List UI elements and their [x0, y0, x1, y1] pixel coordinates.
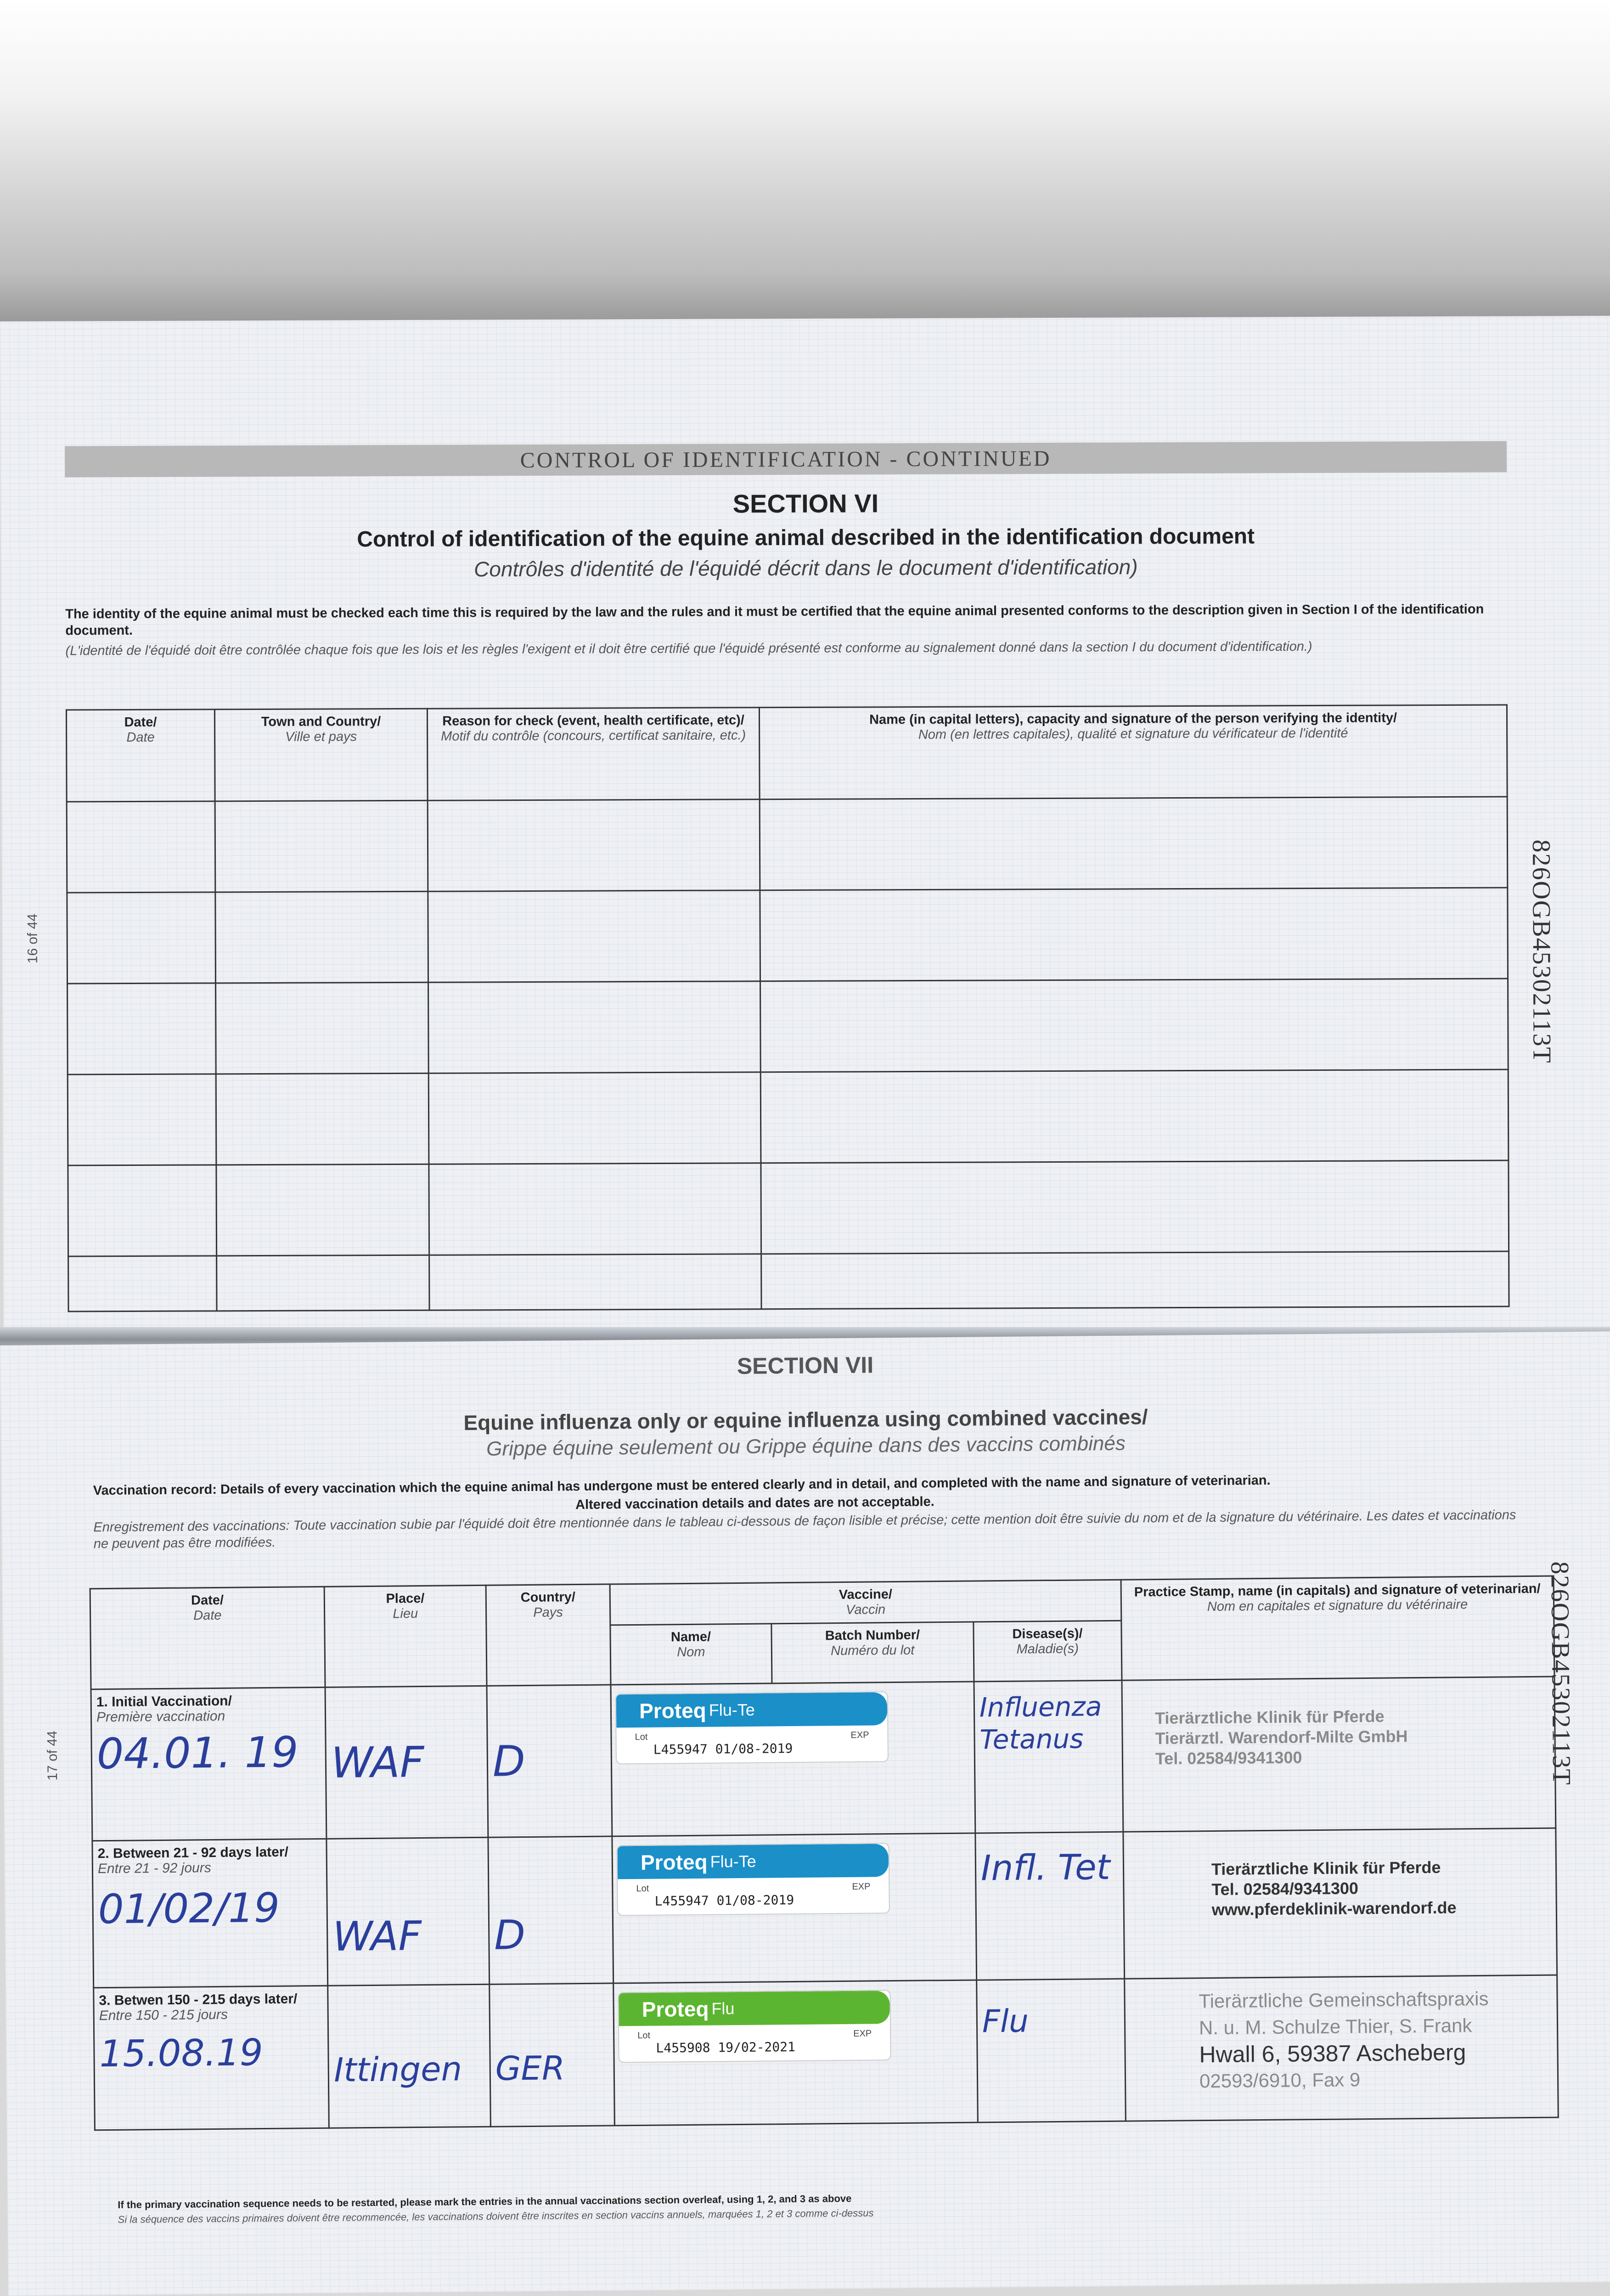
table-row [94, 1975, 1559, 2130]
vaccine-sticker: Proteq Flu-Te Lot EXP L455947 01/08-2019 [616, 1692, 888, 1763]
vaccination-date-cell [91, 1687, 327, 1840]
row-label: 3. Betwen 150 - 215 days later/ Entre 150 - 215 jours [99, 1991, 298, 2024]
vaccine-sticker: Proteq Flu-Te Lot EXP L455947 01/08-2019 [618, 1844, 889, 1915]
scan-shadow [0, 0, 1610, 321]
handwritten-date: 04.01. 19 [96, 1728, 299, 1779]
footnote-en: If the primary vaccination sequence needs to be restarted, please mark the entries in the annual vaccinations section overleaf, using 1, 2, and 3 as above [118, 2192, 852, 2211]
vet-stamp-cell [1125, 1975, 1559, 2121]
vet-stamp-cell [1122, 1677, 1556, 1832]
table-row [68, 979, 1509, 1075]
handwritten-country: GER [495, 2048, 565, 2088]
passport-id-side: 826OGB45302113T [1526, 839, 1556, 1064]
intro-text-en: The identity of the equine animal must be checked each time this is required by the law and the rules and it must be certified that the equine animal presented conforms to the description given in Section I of the identification document. [65, 602, 1484, 638]
table-row [92, 1828, 1557, 1988]
passport-id-side: 826OGB45302113T [1545, 1561, 1576, 1786]
sticker-band: Proteq Flu-Te [618, 1844, 889, 1879]
vet-stamp: Tierärztliche Klinik für Pferde Tierärztl. Warendorf-Milte GmbH Tel. 02584/9341300 [1154, 1706, 1408, 1768]
footnote-fr: Si la séquence des vaccins primaires doivent être recommencée, les vaccinations doivent être inscrites en section vaccins annuels, marquées 1, 2 et 3 comme ci-dessus [118, 2207, 874, 2225]
section-title: SECTION VI [732, 489, 879, 518]
table-row [67, 888, 1508, 984]
table-row [68, 1251, 1509, 1311]
table-row [91, 1677, 1556, 1841]
col-verifier-header: Name (in capital letters), capacity and signature of the person verifying the identity/ Nom (en lettres capitales), qualité et signature du vérificateur de l'identité [759, 705, 1507, 799]
passport-page-17 [0, 1331, 1610, 2296]
handwritten-country: D [492, 1737, 526, 1786]
page-number: 17 of 44 [45, 1730, 61, 1781]
vaccination-record-fr: Enregistrement des vaccinations: Toute vaccination subie par l'équidé doit être mentionnée dans le tableau ci-dessous de façon lisible et précise; cette mention doit être suivie du nom et de la signature du vétérinaire. Les dates et vaccinations ne peuvent pas être modifiées. [93, 1508, 1516, 1552]
col-reason-header: Reason for check (event, health certificate, etc)/ Motif du contrôle (concours, certificat sanitaire, etc.) [427, 708, 760, 801]
batch-number: L455947 01/08-2019 [653, 1740, 793, 1757]
table-row [68, 1160, 1509, 1256]
section-title: SECTION VII [737, 1352, 874, 1379]
sticker-band: Proteq Flu [619, 1991, 890, 2026]
page-number: 16 of 44 [25, 913, 40, 964]
handwritten-date: 01/02/19 [98, 1884, 280, 1933]
handwritten-country: D [494, 1911, 526, 1959]
section-heading-fr: Contrôles d'identité de l'équidé décrit dans le document d'identification) [474, 555, 1138, 581]
intro-text-fr: (L'identité de l'équidé doit être contrôlée chaque fois que les lois et les règles l'exigent et il doit être certifié que l'équidé présenté est conforme au signalement donné dans la section I du document d'identification.) [65, 639, 1312, 658]
vaccination-date-cell [94, 1986, 329, 2130]
handwritten-place: WAF [331, 1737, 424, 1788]
handwritten-date: 15.08.19 [99, 2031, 264, 2076]
col-stamp-header: Practice Stamp, name (in capitals) and signature of veterinarian/ Nom en capitales et signature du vétérinaire [1121, 1576, 1554, 1680]
section-heading-en: Control of identification of the equine animal described in the identification document [357, 524, 1255, 552]
vaccination-record-en-2: Altered vaccination details and dates are not acceptable. [575, 1494, 934, 1513]
col-disease-header: Disease(s)/ Maladie(s) [974, 1621, 1122, 1682]
row-label: 2. Between 21 - 92 days later/ Entre 21 - 92 jours [97, 1844, 289, 1877]
vet-stamp: Tierärztliche Gemeinschaftspraxis N. u. M. Schulze Thier, S. Frank Hwall 6, 59387 Ascheberg 02593/6910, Fax 9 [1199, 1987, 1489, 2092]
vet-stamp: Tierärztliche Klinik für Pferde Tel. 02584/9341300 www.pferdeklinik-warendorf.de [1211, 1857, 1457, 1919]
col-country-header: Country/ Pays [486, 1584, 611, 1686]
identity-check-table [66, 704, 1510, 1312]
handwritten-disease: Flu [982, 2003, 1029, 2040]
col-town-header: Town and Country/ Ville et pays [214, 709, 428, 801]
handwritten-place: Ittingen [333, 2049, 462, 2089]
section-heading-fr: Grippe équine seulement ou Grippe équine dans des vaccins combinés [486, 1432, 1126, 1460]
sticker-band: Proteq Flu-Te [616, 1692, 888, 1728]
vet-stamp-cell [1123, 1828, 1557, 1979]
col-vaccine-header: Vaccine/ Vaccin [610, 1580, 1121, 1625]
handwritten-place: WAF [332, 1912, 422, 1960]
row-label: 1. Initial Vaccination/ Première vaccination [96, 1693, 232, 1725]
handwritten-disease: Infl. Tet [980, 1846, 1110, 1889]
vaccine-sticker: Proteq Flu Lot EXP L455908 19/02-2021 [619, 1991, 890, 2062]
section-heading-en: Equine influenza only or equine influenza using combined vaccines/ [463, 1405, 1148, 1435]
col-date-header: Date/ Date [66, 709, 215, 802]
section-banner: CONTROL OF IDENTIFICATION - CONTINUED [65, 441, 1507, 478]
col-name-header: Name/ Nom [610, 1624, 772, 1685]
table-row [67, 797, 1508, 893]
vaccination-table [90, 1575, 1559, 2131]
batch-number: L455947 01/08-2019 [654, 1892, 794, 1909]
col-batch-header: Batch Number/ Numéro du lot [771, 1622, 974, 1683]
batch-number: L455908 19/02-2021 [656, 2039, 796, 2056]
col-place-header: Place/ Lieu [324, 1585, 486, 1687]
passport-page-16 [0, 316, 1610, 1345]
col-date-header: Date/ Date [90, 1587, 325, 1689]
table-row [68, 1069, 1509, 1165]
handwritten-disease: Influenza Tetanus [979, 1691, 1102, 1756]
vaccination-record-en: Vaccination record: Details of every vaccination which the equine animal has undergone must be entered clearly and in detail, and completed with the name and signature of veterinarian. [93, 1473, 1271, 1498]
vaccination-date-cell [92, 1839, 328, 1987]
